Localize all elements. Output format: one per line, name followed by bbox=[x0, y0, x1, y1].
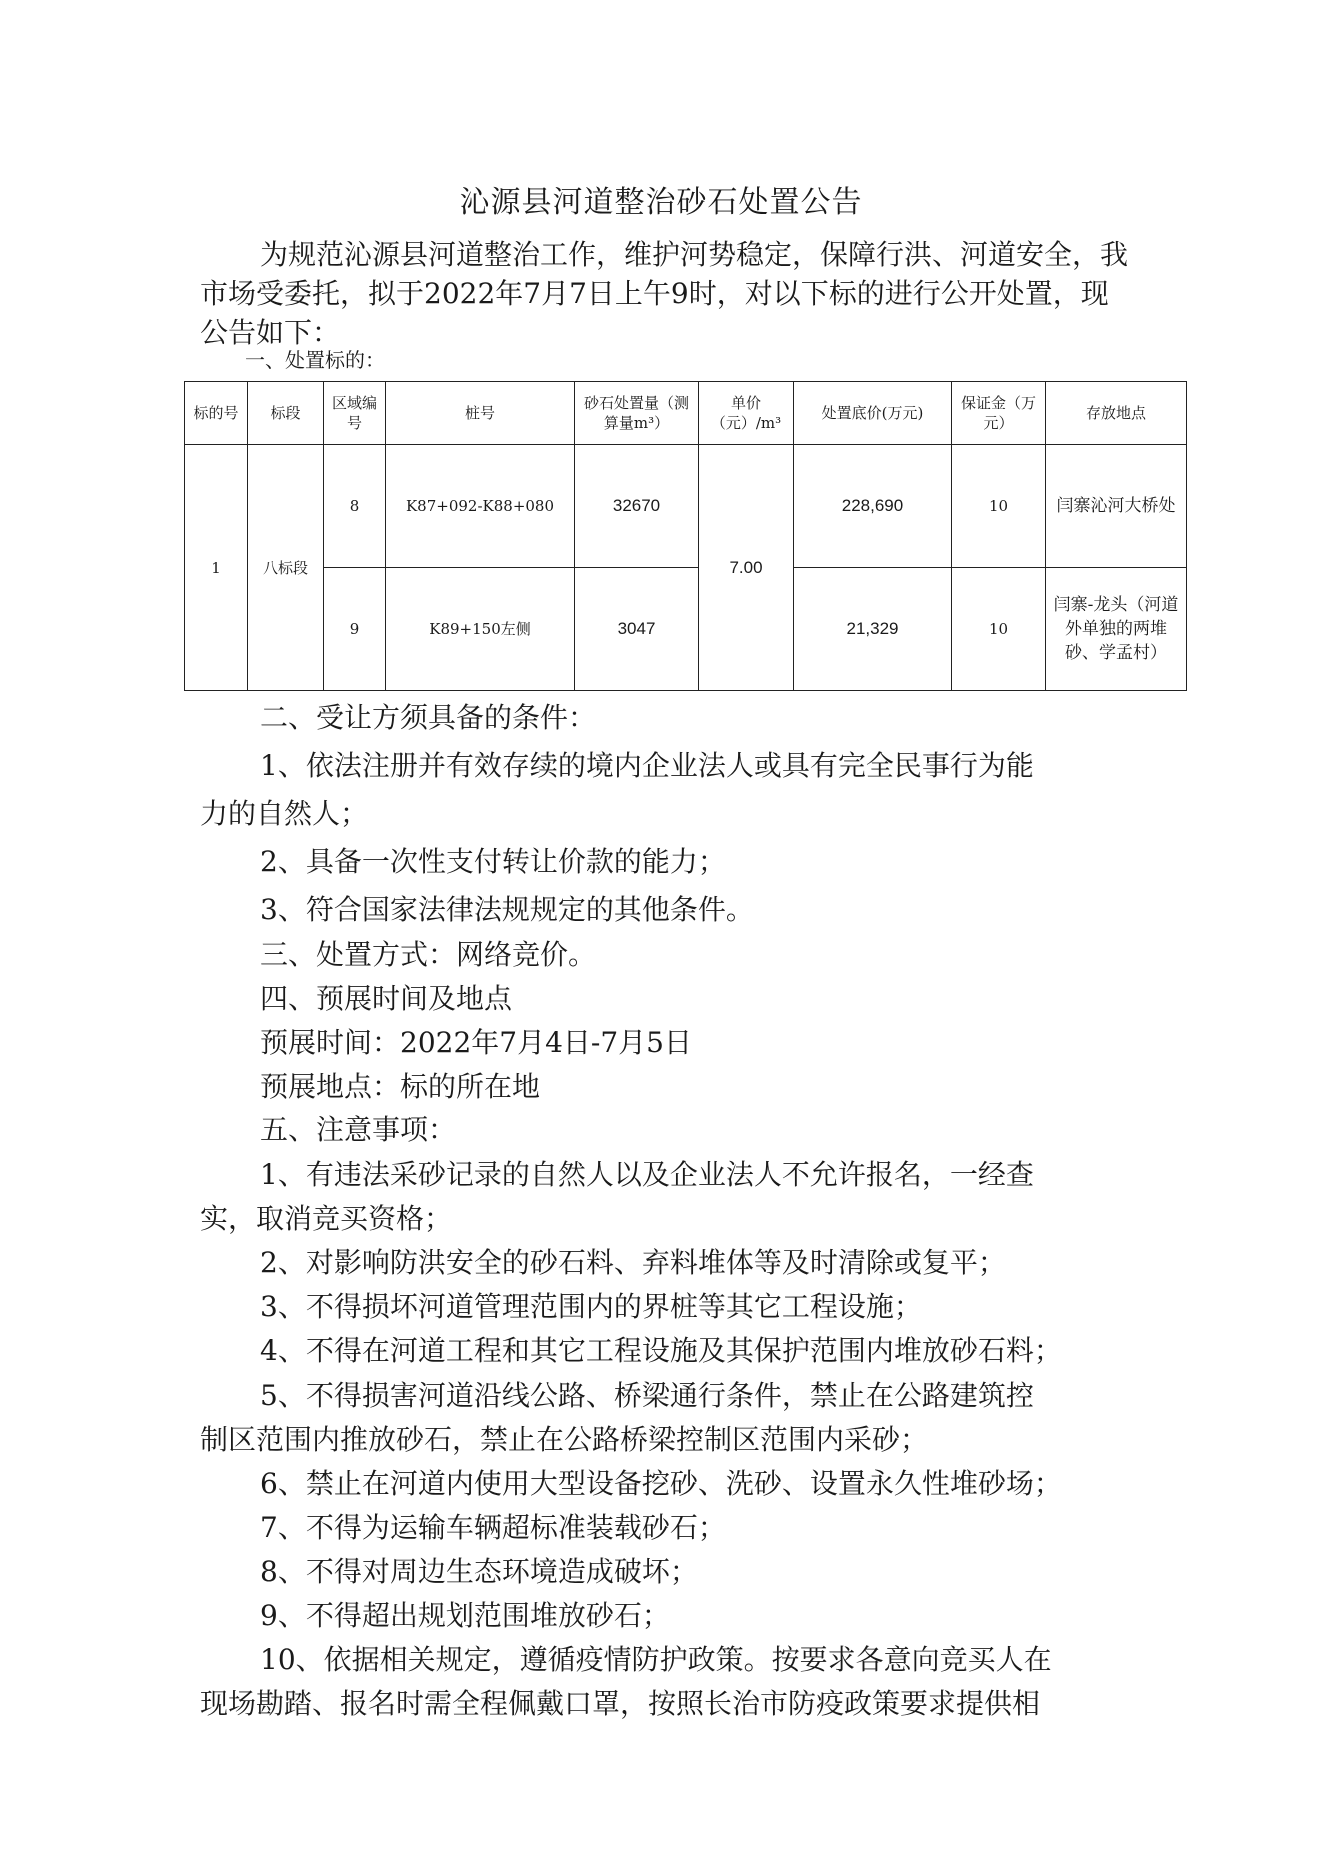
text-line: 制区范围内推放砂石，禁止在公路桥梁控制区范围内采砂； bbox=[200, 1423, 929, 1456]
text-line: 9、不得超出规划范围堆放砂石； bbox=[260, 1599, 670, 1632]
header-area: 区域编号 bbox=[324, 382, 386, 445]
text-line: 二、受让方须具备的条件： bbox=[260, 701, 597, 734]
cell-qty: 3047 bbox=[575, 568, 699, 691]
cell-area: 8 bbox=[324, 445, 386, 568]
text-line: 2、对影响防洪安全的砂石料、弃料堆体等及时清除或复平； bbox=[260, 1246, 1006, 1279]
text-line: 8、不得对周边生态环境造成破坏； bbox=[260, 1555, 698, 1588]
table-row bbox=[185, 445, 1187, 568]
text-line: 现场勘踏、报名时需全程佩戴口罩，按照长治市防疫政策要求提供相 bbox=[200, 1687, 1041, 1720]
text-line: 预展时间：2022年7月4日-7月5日 bbox=[260, 1026, 692, 1059]
cell-location: 闫寨-龙头（河道外单独的两堆砂、学孟村） bbox=[1046, 568, 1187, 691]
document-title: 沁源县河道整治砂石处置公告 bbox=[459, 185, 863, 220]
text-line: 1、依法注册并有效存续的境内企业法人或具有完全民事行为能 bbox=[260, 749, 1034, 782]
cell-reserve: 21,329 bbox=[794, 568, 952, 691]
text-line: 预展地点：标的所在地 bbox=[260, 1070, 541, 1103]
cell-stake: K89+150左侧 bbox=[386, 568, 575, 691]
cell-deposit: 10 bbox=[952, 445, 1046, 568]
cell-stake: K87+092-K88+080 bbox=[386, 445, 575, 568]
text-line: 7、不得为运输车辆超标准装载砂石； bbox=[260, 1511, 726, 1544]
text-line: 力的自然人； bbox=[200, 797, 369, 830]
text-line: 5、不得损害河道沿线公路、桥梁通行条件，禁止在公路建筑控 bbox=[260, 1379, 1034, 1412]
text-line: 1、有违法采砂记录的自然人以及企业法人不允许报名，一经查 bbox=[260, 1158, 1034, 1191]
cell-segment: 八标段 bbox=[248, 445, 324, 691]
text-line: 3、不得损坏河道管理范围内的界桩等其它工程设施； bbox=[260, 1290, 922, 1323]
text-line: 五、注意事项： bbox=[260, 1113, 457, 1146]
header-reserve: 处置底价(万元) bbox=[794, 382, 952, 445]
table-row bbox=[185, 568, 1187, 691]
cell-qty: 32670 bbox=[575, 445, 699, 568]
cell-lot-no: 1 bbox=[185, 445, 248, 691]
header-stake: 桩号 bbox=[386, 382, 575, 445]
header-deposit: 保证金（万元） bbox=[952, 382, 1046, 445]
text-line: 4、不得在河道工程和其它工程设施及其保护范围内堆放砂石料； bbox=[260, 1334, 1062, 1367]
text-line: 三、处置方式：网络竞价。 bbox=[260, 938, 597, 971]
section-heading-1: 一、处置标的： bbox=[245, 348, 385, 372]
header-location: 存放地点 bbox=[1046, 382, 1187, 445]
intro-paragraph: 为规范沁源县河道整治工作，维护河势稳定，保障行洪、河道安全，我市场受委托，拟于2022年7月7日上午9时，对以下标的进行公开处置，现公告如下： bbox=[200, 238, 1129, 349]
cell-deposit: 10 bbox=[952, 568, 1046, 691]
header-qty: 砂石处置量（测算量m³） bbox=[575, 382, 699, 445]
text-line: 6、禁止在河道内使用大型设备挖砂、洗砂、设置永久性堆砂场； bbox=[260, 1467, 1062, 1500]
text-line: 实，取消竞买资格； bbox=[200, 1202, 453, 1235]
text-line: 3、符合国家法律法规规定的其他条件。 bbox=[260, 893, 754, 926]
text-line: 2、具备一次性支付转让价款的能力； bbox=[260, 845, 726, 878]
table-header-row bbox=[185, 382, 1187, 445]
text-line: 10、依据相关规定，遵循疫情防护政策。按要求各意向竞买人在 bbox=[260, 1643, 1052, 1676]
text-line: 四、预展时间及地点 bbox=[260, 982, 513, 1015]
header-unit-price: 单价（元）/m³ bbox=[699, 382, 794, 445]
cell-reserve: 228,690 bbox=[794, 445, 952, 568]
cell-location: 闫寨沁河大桥处 bbox=[1046, 445, 1187, 568]
cell-area: 9 bbox=[324, 568, 386, 691]
cell-unit-price: 7.00 bbox=[699, 445, 794, 691]
header-segment: 标段 bbox=[248, 382, 324, 445]
header-lot-no: 标的号 bbox=[185, 382, 248, 445]
lots-table bbox=[184, 381, 1187, 691]
